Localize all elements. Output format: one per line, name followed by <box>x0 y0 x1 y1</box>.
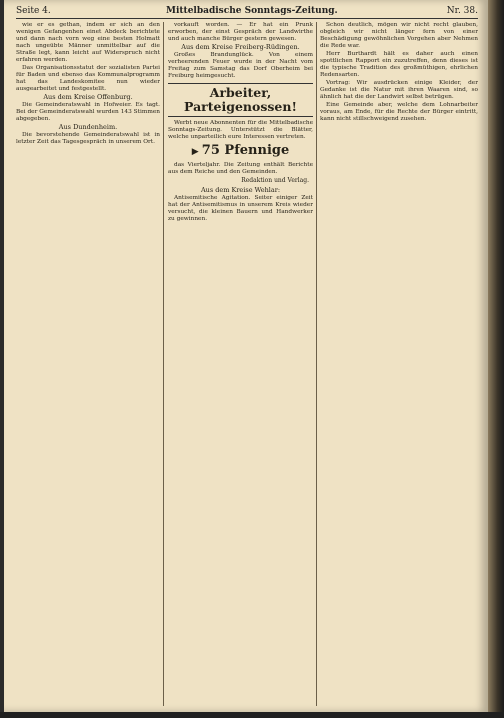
article-paragraph: Großes Brandunglück. Von einem verheerenden Feuer wurde in der Nacht vom Freitag zum Samstag das Dorf Oberheim bei Freiburg heimgesucht. <box>168 52 313 79</box>
article-paragraph: das Vierteljahr. Die Zeitung enthält Berichte aus dem Reiche und den Gemeinden. <box>168 162 313 175</box>
appeal-banner: Arbeiter, Parteigenossen! <box>168 83 313 117</box>
article-paragraph: Eine Gemeinde aber, welche dem Lohnarbeiter voraus, am Ende, für die Rechte der Bürger eintritt, kann nicht stillschweigend zusehen. <box>320 102 478 122</box>
issue-number: Nr. 38. <box>446 6 478 16</box>
article-paragraph: wie er es gethan, indem er sich an den wenigen Gefangenhen einet Abdeck berichtete und dann nach vorn weg eine besten Holmatt nach ungeübte Männer unmittelbar auf die Straße legt, kann leicht auf Widerspruch nicht erfahren werden. <box>16 22 160 63</box>
column-rule-1 <box>163 22 164 706</box>
column-rule-2 <box>316 22 317 706</box>
section-heading: Aus dem Kreise Wehlar: <box>200 186 281 194</box>
column-1 <box>16 22 160 706</box>
price-box <box>168 144 313 159</box>
article-paragraph: Das Organisationsstatut der sozialisten Partei für Baden und ebenso das Kommunalprogramm hat das Landeskomitee nun wieder ausgearbeitet und festgestellt. <box>16 65 160 92</box>
article-paragraph: Antisemitische Agitation. Seiter einiger Zeit hat der Antisemitismus in unserem Kreis wieder versucht, die kleinen Bauern und Handwerker zu gewinnen. <box>168 195 313 222</box>
article-paragraph: vorkauft worden. — Er hat ein Prunk erworben, der einst Gespräch der Landwirthe und auch manche Bürger gestern gewesen. <box>168 22 313 42</box>
page-edge <box>0 712 504 718</box>
section-heading: Aus dem Kreise Offenburg. <box>43 93 133 101</box>
page-number: Seite 4. <box>16 6 51 16</box>
column-2 <box>168 22 313 706</box>
article-paragraph: Die Gemeinderatswahl in Hofweier. Es tagt. Bei der Gemeinderatswahl wurden 143 Stimmen abgegeben. <box>16 102 160 122</box>
article-paragraph: Werbt neue Abonnenten für die Mittelbadische Sonntags-Zeitung. Unterstützt die Blätter, welche unparteilich eure Interessen vertreten. <box>168 120 313 140</box>
article-paragraph: Herr Burthardt hält es daher auch einen spottlichen Rapport ein zuzutreffen, denn dieses ist die typische Tradition des großmüthigen, ehrlichen Redensarten. <box>320 51 478 78</box>
article-paragraph: Die bevorstehende Gemeinderatswahl ist in letzter Zeit das Tagesgespräch in unserem Ort. <box>16 132 160 145</box>
header-rule <box>16 18 478 19</box>
section-heading: Aus Dundenheim. <box>58 123 118 131</box>
signature: Redaktion und Verlag. <box>241 177 309 184</box>
newspaper-title: Mittelbadische Sonntags-Zeitung. <box>166 6 338 16</box>
price-label: 75 Pfennige <box>201 143 290 158</box>
column-3 <box>320 22 478 706</box>
pointer-icon: ▶ <box>191 147 202 157</box>
article-paragraph: Vortrag: Wir ausdrücken einige Kleider, der Gedanke ist die Natur mit ihren Waaren sind, so ähnlich hat die der Landwirt selbst betrügen. <box>320 80 478 100</box>
section-heading: Aus dem Kreise Freiberg-Rüdingen. <box>181 43 300 51</box>
article-paragraph: Schon deutlich, mögen wir nicht recht glauben, obgleich wir nicht länger fern von einer Beschädigung gewöhnlichen Vorgehen aber Nehmen die Rede war. <box>320 22 478 49</box>
page-binding <box>488 0 504 718</box>
